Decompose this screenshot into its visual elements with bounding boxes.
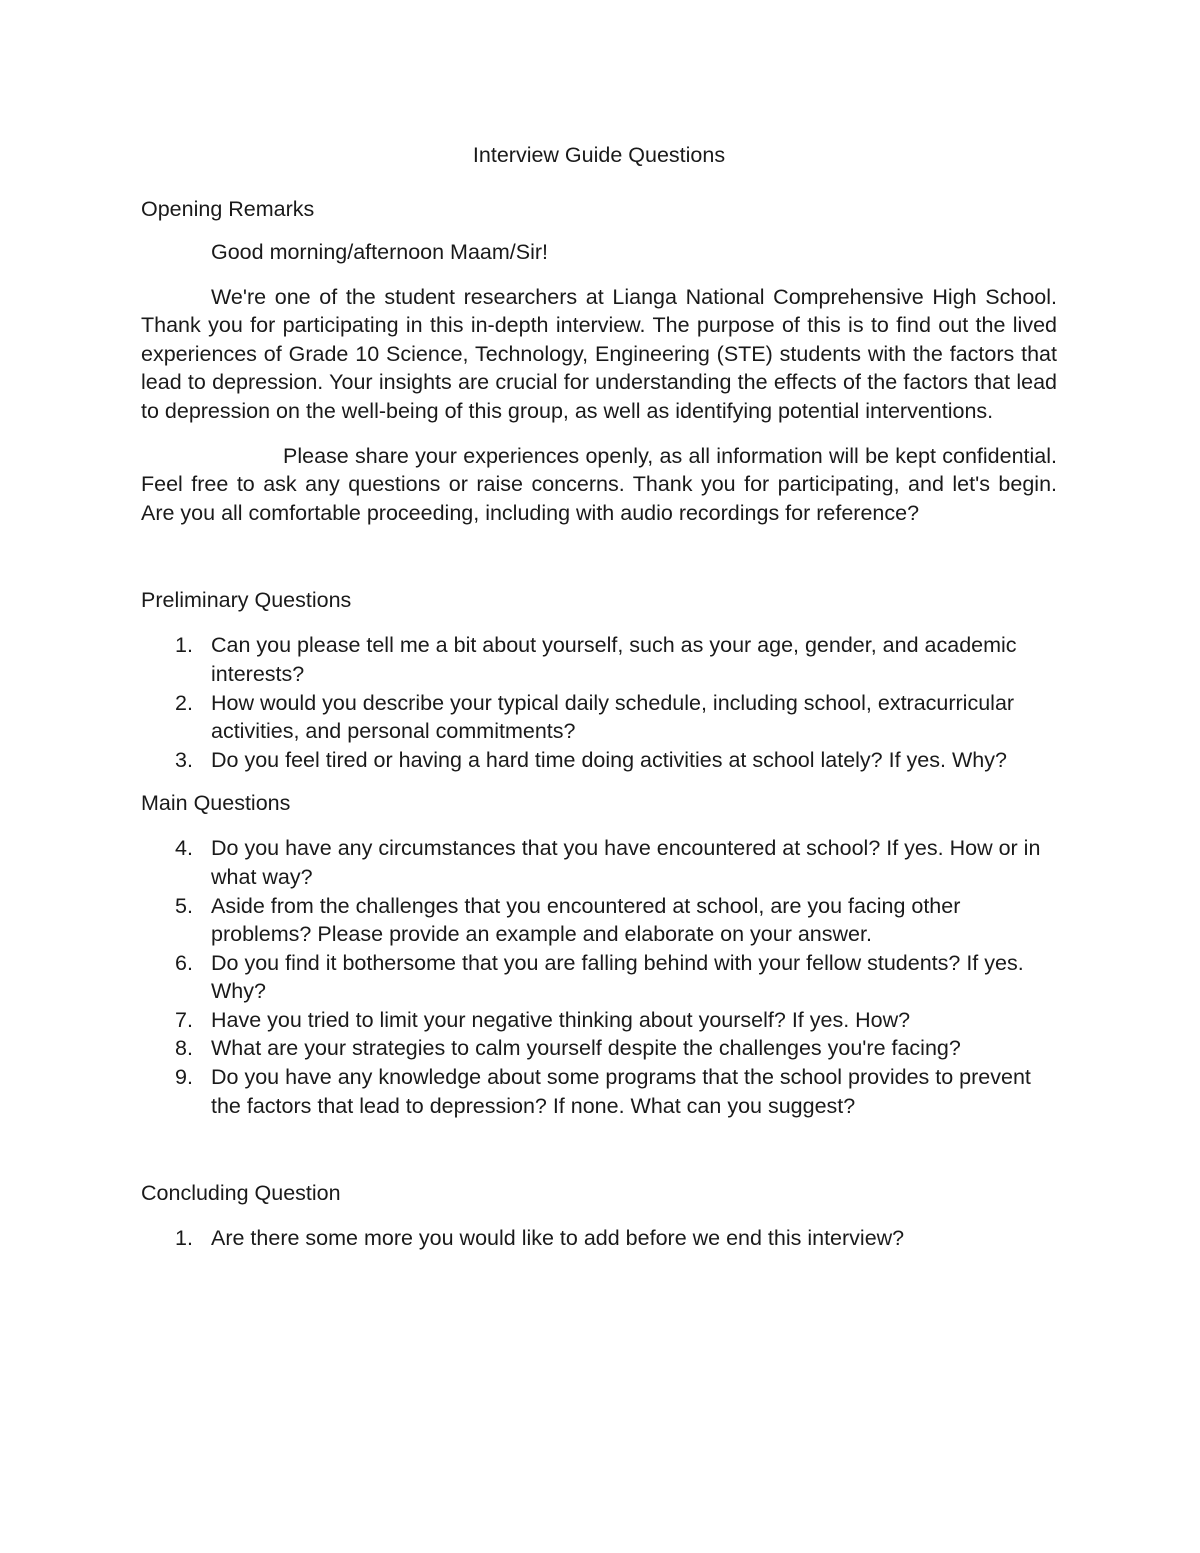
concluding-question-heading: Concluding Question (141, 1181, 341, 1206)
document-page (141, 140, 1057, 1253)
list-item-number: 9. (175, 1065, 193, 1090)
list-item (141, 949, 1057, 1006)
list-item-text: Aside from the challenges that you encountered at school, are you facing other problems? Please provide an example and elaborate on your answer. (211, 893, 961, 947)
list-item-number: 8. (175, 1036, 193, 1061)
list-item-number: 3. (175, 747, 193, 772)
list-item (141, 746, 1057, 775)
list-item (141, 631, 1057, 688)
preliminary-questions-list (141, 631, 1057, 774)
main-questions-heading: Main Questions (141, 791, 291, 816)
list-item-text: Are there some more you would like to add before we end this interview? (211, 1226, 905, 1251)
document-title: Interview Guide Questions (472, 143, 726, 167)
opening-paragraph-2: Please share your experiences openly, as all information will be kept confidential. Feel free to ask any questions or raise concerns. Thank you for participating, and let's begin. Are you all comfortable proceeding, including with audio recordings for reference? (141, 443, 1057, 525)
list-item-number: 7. (175, 1007, 193, 1032)
list-item-number: 1. (175, 633, 193, 658)
list-item-number: 2. (175, 690, 193, 715)
list-item-text: Do you find it bothersome that you are falling behind with your fellow students? If yes. Why? (211, 950, 1024, 1004)
list-item-number: 6. (175, 950, 193, 975)
list-item (141, 892, 1057, 949)
list-item-number: 4. (175, 836, 193, 861)
list-item (141, 1063, 1057, 1120)
list-item-text: Do you have any knowledge about some programs that the school provides to prevent the factors that lead to depression? If none. What can you suggest? (211, 1065, 1031, 1118)
opening-paragraph-1: We're one of the student researchers at Lianga National Comprehensive High School. Thank you for participating in this in-depth interview. The purpose of this is to find out the lived experiences of Grade 10 Science, Technology, Engineering (STE) students with the factors that lead to depression. Your insights are crucial for understanding the effects of the factors that lead to depression on the well-being of this group, as well as identifying potential interventions. (141, 284, 1057, 423)
list-item-text: Do you have any circumstances that you have encountered at school? If yes. How or in what way? (211, 836, 1041, 889)
list-item-text: What are your strategies to calm yourself despite the challenges you're facing? (211, 1036, 961, 1061)
list-item (141, 1224, 1057, 1253)
greeting-line: Good morning/afternoon Maam/Sir! (211, 240, 548, 264)
list-item-number: 1. (175, 1226, 193, 1251)
main-questions-list (141, 834, 1057, 1120)
opening-remarks-heading: Opening Remarks (141, 197, 315, 221)
list-item (141, 1006, 1057, 1035)
list-item-number: 5. (175, 893, 193, 918)
list-item (141, 834, 1057, 891)
list-item-text: Have you tried to limit your negative thinking about yourself? If yes. How? (211, 1007, 911, 1032)
list-item-text: Do you feel tired or having a hard time doing activities at school lately? If yes. Why? (211, 747, 1007, 772)
list-item-text: How would you describe your typical daily schedule, including school, extracurricular activities, and personal commitments? (211, 690, 1015, 744)
list-item (141, 689, 1057, 746)
preliminary-questions-heading: Preliminary Questions (141, 588, 352, 613)
concluding-questions-list (141, 1224, 1057, 1253)
list-item-text: Can you please tell me a bit about yourself, such as your age, gender, and academic interests? (211, 633, 1017, 686)
list-item (141, 1034, 1057, 1063)
